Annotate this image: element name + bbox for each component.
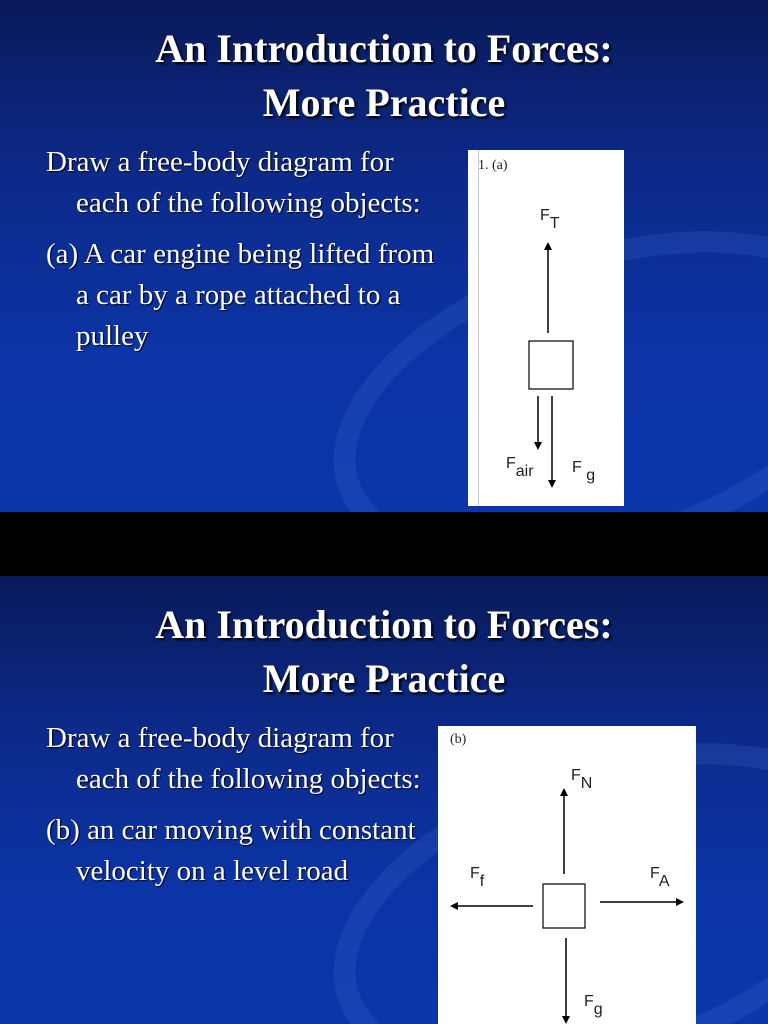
slide-2 — [0, 576, 768, 1024]
free-body-diagram-b — [438, 726, 696, 1024]
title-line-2: More Practice — [262, 80, 506, 125]
force-label-normal: FN — [571, 767, 593, 792]
force-label-tension: FT — [540, 207, 560, 232]
intro-text: Draw a free-body diagram for each of the following objects: — [46, 146, 421, 219]
slide-body — [46, 718, 446, 902]
free-body-diagram-a — [468, 150, 624, 506]
force-label-gravity: Fg — [584, 993, 603, 1018]
title-line-2: More Practice — [262, 656, 506, 701]
title-line-1: An Introduction to Forces: — [155, 26, 613, 71]
intro-text: Draw a free-body diagram for each of the following objects: — [46, 722, 421, 795]
force-label-air: Fair — [506, 455, 534, 480]
item-text: (b) an car moving with constant velocity on a level road — [46, 814, 416, 887]
slide-divider — [0, 512, 768, 576]
title-line-1: An Introduction to Forces: — [155, 602, 613, 647]
slide-body — [46, 142, 446, 367]
diagram-label: 1. (a) — [478, 158, 508, 173]
force-label-gravity: F g — [572, 459, 596, 484]
diagram-label: (b) — [450, 732, 467, 747]
force-label-applied: FA — [650, 865, 670, 890]
force-label-friction: Ff — [470, 865, 485, 890]
diagram-a-graphics — [468, 150, 624, 506]
item-text: (a) A car engine being lifted from a car by a rope attached to a pulley — [46, 238, 435, 352]
object-box — [543, 884, 585, 928]
slide-title — [0, 598, 768, 706]
slide-title — [0, 22, 768, 130]
object-box — [529, 341, 573, 389]
